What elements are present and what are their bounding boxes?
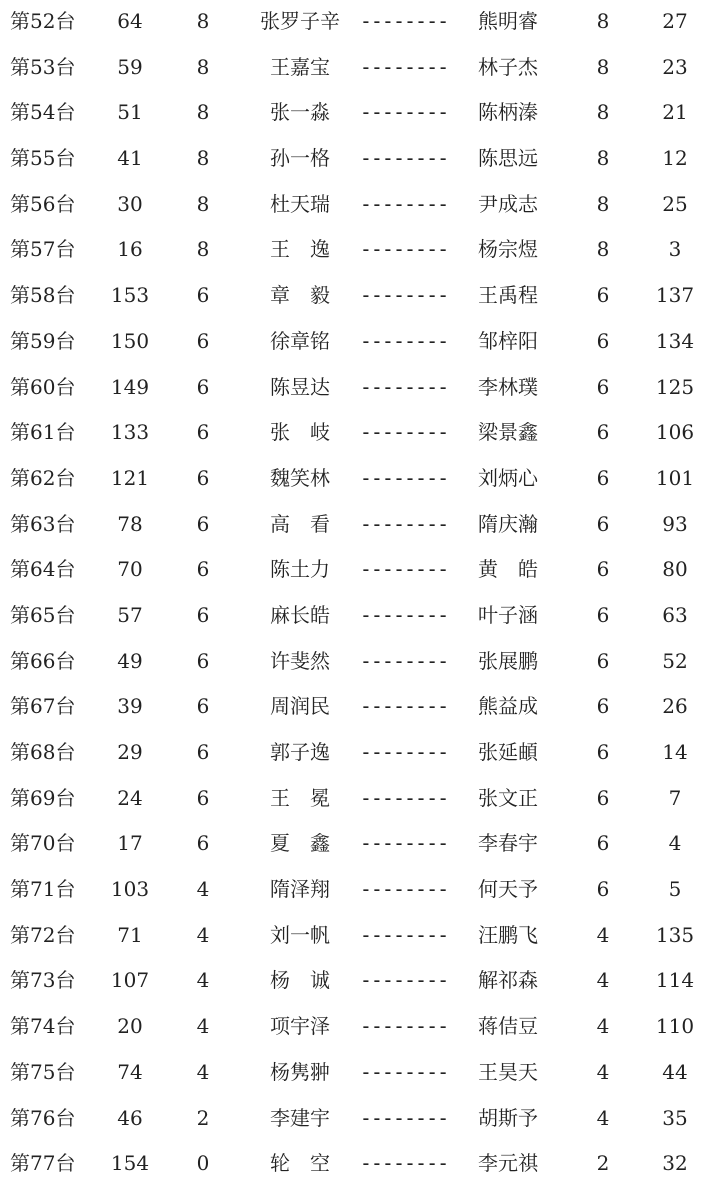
player1-name: 章 毅 xyxy=(270,283,330,308)
table-number: 第62台 xyxy=(10,465,76,490)
table-row xyxy=(0,457,707,503)
versus-separator: -------- xyxy=(359,283,449,308)
player1-seed: 29 xyxy=(117,740,143,764)
versus-separator: -------- xyxy=(359,9,449,33)
player2-seed: 80 xyxy=(662,557,688,582)
player2-score: 6 xyxy=(596,785,610,810)
player2-name: 熊明睿 xyxy=(478,9,538,33)
table-row xyxy=(0,137,707,183)
player1-score: 0 xyxy=(196,1151,210,1176)
player1-name: 张罗子辛 xyxy=(260,9,340,33)
player2-seed: 32 xyxy=(662,1151,688,1176)
versus-separator: -------- xyxy=(359,877,449,902)
player1-score: 8 xyxy=(196,9,210,33)
player2-seed: 125 xyxy=(655,374,695,399)
player2-score: 6 xyxy=(596,511,610,536)
player1-score: 6 xyxy=(196,557,210,582)
player1-name: 夏 鑫 xyxy=(270,831,330,856)
table-row xyxy=(0,274,707,320)
player2-name: 梁景鑫 xyxy=(478,420,538,445)
table-number: 第74台 xyxy=(10,1014,76,1039)
table-number: 第67台 xyxy=(10,694,76,719)
player2-name: 解祁森 xyxy=(478,968,538,993)
player1-score: 4 xyxy=(196,922,210,947)
table-row xyxy=(0,914,707,960)
player2-seed: 5 xyxy=(668,877,682,902)
table-number: 第71台 xyxy=(10,877,76,902)
table-row xyxy=(0,594,707,640)
player2-name: 熊益成 xyxy=(478,694,538,719)
player1-name: 徐章铭 xyxy=(270,328,330,353)
player1-score: 6 xyxy=(196,831,210,856)
player2-score: 6 xyxy=(596,602,610,627)
player2-name: 张展鹏 xyxy=(478,648,538,673)
versus-separator: -------- xyxy=(359,968,449,993)
player2-seed: 27 xyxy=(662,9,688,33)
table-row xyxy=(0,959,707,1005)
player1-score: 8 xyxy=(196,237,210,262)
player1-name: 李建宇 xyxy=(270,1105,330,1130)
player2-seed: 7 xyxy=(668,785,682,810)
player1-name: 高 看 xyxy=(270,511,330,536)
player2-seed: 26 xyxy=(662,694,688,719)
versus-separator: -------- xyxy=(359,465,449,490)
player1-name: 刘一帆 xyxy=(270,922,330,947)
player1-seed: 149 xyxy=(110,374,150,399)
player2-seed: 14 xyxy=(662,740,688,764)
player2-name: 胡斯予 xyxy=(478,1105,538,1130)
player1-seed: 46 xyxy=(117,1105,143,1130)
player2-score: 6 xyxy=(596,694,610,719)
versus-separator: -------- xyxy=(359,511,449,536)
player2-name: 黄 皓 xyxy=(478,557,538,582)
player2-score: 8 xyxy=(596,191,610,216)
table-number: 第70台 xyxy=(10,831,76,856)
versus-separator: -------- xyxy=(359,374,449,399)
versus-separator: -------- xyxy=(359,54,449,79)
player1-seed: 64 xyxy=(117,9,143,33)
player2-name: 隋庆瀚 xyxy=(478,511,538,536)
player1-seed: 150 xyxy=(110,328,150,353)
player1-seed: 30 xyxy=(117,191,143,216)
player1-seed: 153 xyxy=(110,283,150,308)
table-row xyxy=(0,731,707,777)
versus-separator: -------- xyxy=(359,557,449,582)
player2-seed: 52 xyxy=(662,648,688,673)
player2-name: 王禹程 xyxy=(478,283,538,308)
player1-seed: 70 xyxy=(117,557,143,582)
table-row xyxy=(0,366,707,412)
player2-name: 蒋佶豆 xyxy=(478,1014,538,1039)
player2-name: 邹梓阳 xyxy=(478,328,538,353)
table-number: 第56台 xyxy=(10,191,76,216)
player1-score: 6 xyxy=(196,465,210,490)
player2-score: 6 xyxy=(596,465,610,490)
player2-seed: 134 xyxy=(655,328,695,353)
versus-separator: -------- xyxy=(359,922,449,947)
table-number: 第73台 xyxy=(10,968,76,993)
player2-score: 6 xyxy=(596,283,610,308)
table-number: 第68台 xyxy=(10,740,76,764)
table-number: 第69台 xyxy=(10,785,76,810)
player2-seed: 110 xyxy=(655,1014,695,1039)
player2-name: 陈思远 xyxy=(478,146,538,171)
versus-separator: -------- xyxy=(359,1059,449,1084)
player1-name: 魏笑林 xyxy=(270,465,330,490)
table-row xyxy=(0,0,707,46)
player1-seed: 133 xyxy=(110,420,150,445)
versus-separator: -------- xyxy=(359,237,449,262)
table-number: 第75台 xyxy=(10,1059,76,1084)
player1-score: 8 xyxy=(196,54,210,79)
player1-score: 6 xyxy=(196,602,210,627)
player1-seed: 41 xyxy=(117,146,143,171)
table-row xyxy=(0,868,707,914)
player2-name: 何天予 xyxy=(478,877,538,902)
player2-seed: 3 xyxy=(668,237,682,262)
table-row xyxy=(0,822,707,868)
table-number: 第60台 xyxy=(10,374,76,399)
versus-separator: -------- xyxy=(359,740,449,764)
player1-name: 隋泽翔 xyxy=(270,877,330,902)
table-number: 第76台 xyxy=(10,1105,76,1130)
player1-score: 4 xyxy=(196,1059,210,1084)
player2-score: 6 xyxy=(596,374,610,399)
player1-name: 项宇泽 xyxy=(270,1014,330,1039)
player1-name: 轮 空 xyxy=(270,1151,330,1176)
player1-seed: 49 xyxy=(117,648,143,673)
table-number: 第58台 xyxy=(10,283,76,308)
table-number: 第77台 xyxy=(10,1151,76,1176)
table-number: 第72台 xyxy=(10,922,76,947)
table-number: 第59台 xyxy=(10,328,76,353)
player2-seed: 137 xyxy=(655,283,695,308)
player1-score: 6 xyxy=(196,648,210,673)
player2-score: 6 xyxy=(596,877,610,902)
table-row xyxy=(0,91,707,137)
player1-seed: 103 xyxy=(110,877,150,902)
table-number: 第63台 xyxy=(10,511,76,536)
player1-name: 王嘉宝 xyxy=(270,54,330,79)
player1-score: 6 xyxy=(196,374,210,399)
player2-score: 8 xyxy=(596,100,610,125)
table-number: 第53台 xyxy=(10,54,76,79)
player2-seed: 4 xyxy=(668,831,682,856)
versus-separator: -------- xyxy=(359,146,449,171)
player1-name: 杨 诚 xyxy=(270,968,330,993)
player1-name: 郭子逸 xyxy=(270,740,330,764)
player1-name: 孙一格 xyxy=(270,146,330,171)
player2-name: 李林璞 xyxy=(478,374,538,399)
versus-separator: -------- xyxy=(359,420,449,445)
player1-seed: 71 xyxy=(117,922,143,947)
player2-name: 张文正 xyxy=(478,785,538,810)
player2-score: 4 xyxy=(596,1059,610,1084)
player2-seed: 114 xyxy=(655,968,695,993)
player2-name: 李春宇 xyxy=(478,831,538,856)
player2-seed: 63 xyxy=(662,602,688,627)
player1-name: 张一淼 xyxy=(270,100,330,125)
player1-score: 6 xyxy=(196,328,210,353)
table-number: 第52台 xyxy=(10,9,76,33)
player1-name: 王 冕 xyxy=(270,785,330,810)
table-row xyxy=(0,548,707,594)
player1-name: 王 逸 xyxy=(270,237,330,262)
versus-separator: -------- xyxy=(359,191,449,216)
player2-seed: 23 xyxy=(662,54,688,79)
player1-seed: 16 xyxy=(117,237,143,262)
player1-score: 6 xyxy=(196,694,210,719)
player1-score: 4 xyxy=(196,968,210,993)
player1-score: 4 xyxy=(196,877,210,902)
versus-separator: -------- xyxy=(359,831,449,856)
table-row xyxy=(0,228,707,274)
player2-seed: 12 xyxy=(662,146,688,171)
player2-seed: 44 xyxy=(662,1059,688,1084)
table-number: 第61台 xyxy=(10,420,76,445)
player1-seed: 107 xyxy=(110,968,150,993)
player2-seed: 21 xyxy=(662,100,688,125)
player1-name: 许斐然 xyxy=(270,648,330,673)
player1-seed: 57 xyxy=(117,602,143,627)
player1-score: 4 xyxy=(196,1014,210,1039)
table-number: 第64台 xyxy=(10,557,76,582)
player2-name: 叶子涵 xyxy=(478,602,538,627)
table-row xyxy=(0,685,707,731)
table-row xyxy=(0,411,707,457)
player1-name: 张 岐 xyxy=(270,420,330,445)
player1-score: 6 xyxy=(196,283,210,308)
table-row xyxy=(0,1005,707,1051)
player1-seed: 24 xyxy=(117,785,143,810)
player2-score: 4 xyxy=(596,968,610,993)
player1-seed: 20 xyxy=(117,1014,143,1039)
player2-seed: 25 xyxy=(662,191,688,216)
player1-seed: 74 xyxy=(117,1059,143,1084)
table-row xyxy=(0,1051,707,1097)
table-row xyxy=(0,183,707,229)
versus-separator: -------- xyxy=(359,100,449,125)
table-row xyxy=(0,503,707,549)
table-row xyxy=(0,1097,707,1143)
player1-name: 麻长皓 xyxy=(270,602,330,627)
table-number: 第65台 xyxy=(10,602,76,627)
versus-separator: -------- xyxy=(359,648,449,673)
player1-seed: 17 xyxy=(117,831,143,856)
player1-score: 6 xyxy=(196,740,210,764)
versus-separator: -------- xyxy=(359,694,449,719)
table-row xyxy=(0,1142,707,1188)
player2-name: 李元祺 xyxy=(478,1151,538,1176)
player2-score: 2 xyxy=(596,1151,610,1176)
player2-score: 4 xyxy=(596,1014,610,1039)
player2-name: 汪鹏飞 xyxy=(478,922,538,947)
versus-separator: -------- xyxy=(359,1151,449,1176)
table-number: 第54台 xyxy=(10,100,76,125)
player1-score: 2 xyxy=(196,1105,210,1130)
player2-name: 王昊天 xyxy=(478,1059,538,1084)
player1-name: 陈昱达 xyxy=(270,374,330,399)
table-number: 第66台 xyxy=(10,648,76,673)
player2-seed: 135 xyxy=(655,922,695,947)
player1-name: 陈土力 xyxy=(270,557,330,582)
versus-separator: -------- xyxy=(359,1014,449,1039)
player1-seed: 121 xyxy=(110,465,150,490)
versus-separator: -------- xyxy=(359,785,449,810)
player1-seed: 51 xyxy=(117,100,143,125)
player2-score: 6 xyxy=(596,648,610,673)
table-number: 第57台 xyxy=(10,237,76,262)
player1-score: 6 xyxy=(196,785,210,810)
player2-name: 杨宗煜 xyxy=(478,237,538,262)
player1-name: 杜天瑞 xyxy=(270,191,330,216)
table-number: 第55台 xyxy=(10,146,76,171)
player2-seed: 106 xyxy=(655,420,695,445)
player1-seed: 59 xyxy=(117,54,143,79)
player2-seed: 35 xyxy=(662,1105,688,1130)
versus-separator: -------- xyxy=(359,602,449,627)
player2-name: 张延頔 xyxy=(478,740,538,764)
player2-name: 尹成志 xyxy=(478,191,538,216)
player1-name: 周润民 xyxy=(270,694,330,719)
player1-seed: 78 xyxy=(117,511,143,536)
versus-separator: -------- xyxy=(359,1105,449,1130)
player1-score: 6 xyxy=(196,511,210,536)
player2-seed: 93 xyxy=(662,511,688,536)
player2-score: 8 xyxy=(596,54,610,79)
player1-score: 8 xyxy=(196,191,210,216)
player2-score: 8 xyxy=(596,237,610,262)
player1-score: 8 xyxy=(196,100,210,125)
versus-separator: -------- xyxy=(359,328,449,353)
player2-score: 4 xyxy=(596,922,610,947)
player1-name: 杨隽翀 xyxy=(270,1059,330,1084)
table-row xyxy=(0,777,707,823)
player1-score: 6 xyxy=(196,420,210,445)
player2-score: 8 xyxy=(596,9,610,33)
table-row xyxy=(0,640,707,686)
player2-score: 6 xyxy=(596,557,610,582)
player2-score: 6 xyxy=(596,420,610,445)
player2-score: 8 xyxy=(596,146,610,171)
player2-score: 6 xyxy=(596,740,610,764)
player2-score: 4 xyxy=(596,1105,610,1130)
player2-score: 6 xyxy=(596,328,610,353)
player2-seed: 101 xyxy=(655,465,695,490)
player2-score: 6 xyxy=(596,831,610,856)
player1-score: 8 xyxy=(196,146,210,171)
player2-name: 刘炳心 xyxy=(478,465,538,490)
player1-seed: 39 xyxy=(117,694,143,719)
table-row xyxy=(0,46,707,92)
player1-seed: 154 xyxy=(110,1151,150,1176)
player2-name: 林子杰 xyxy=(478,54,538,79)
player2-name: 陈柄溱 xyxy=(478,100,538,125)
table-row xyxy=(0,320,707,366)
